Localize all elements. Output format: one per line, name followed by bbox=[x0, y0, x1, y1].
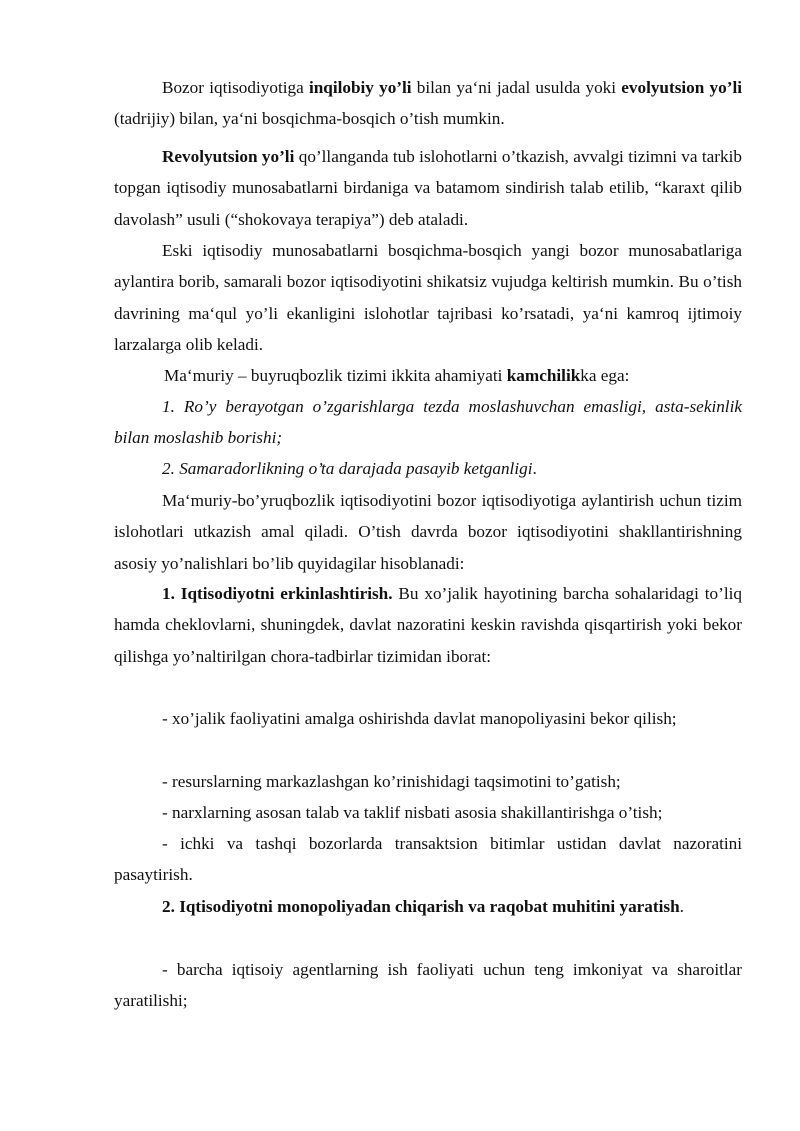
text-run: ka ega: bbox=[580, 366, 630, 385]
bold-term: inqilobiy yo’li bbox=[308, 78, 412, 97]
list-item bbox=[114, 954, 742, 1017]
text-run: Ma‘muriy – buyruqbozlik tizimi ikkita ahamiyati bbox=[164, 366, 507, 385]
list-item bbox=[114, 703, 742, 734]
text-run: (tadrijiy) bilan, ya‘ni bosqichma-bosqich o’tish mumkin. bbox=[114, 109, 505, 129]
bold-term: evolyutsion yo’li bbox=[621, 78, 742, 97]
text-run: . bbox=[532, 459, 537, 478]
text-run: - barcha iqtisoiy agentlarning ish faoliyati uchun teng imkoniyat va sharoitlar yaratilishi; bbox=[114, 960, 742, 1011]
text-run: - xo’jalik faoliyatini amalga oshirishda davlat manopoliyasini bekor qilish; bbox=[162, 709, 677, 728]
text-run: Eski iqtisodiy munosabatlarni bosqichma-bosqich yangi bozor munosabatlariga aylantira borib, samarali bozor iqtisodiyotini shikatsiz vujudga keltirish mumkin. Bu o’tish davrining ma‘qul yo’li ekanligini islohotlar tajribasi ko’rsatadi, ya‘ni kamroq ijtimoiy larzalarga olib keladi. bbox=[114, 241, 742, 354]
paragraph-revolutionary-path bbox=[114, 141, 742, 235]
text-run: Bozor iqtisodiyotiga bbox=[162, 78, 309, 97]
bold-heading: 1. Iqtisodiyotni erkinlashtirish. bbox=[162, 584, 393, 603]
bold-term: kamchilik bbox=[506, 366, 581, 385]
text-run: - narxlarning asosan talab va taklif nisbati asosia shakillantirishga o’tish; bbox=[162, 803, 663, 822]
bold-term: Revolyutsion yo’li bbox=[162, 147, 295, 166]
shortcoming-item-2 bbox=[114, 453, 742, 484]
italic-text: 1. Ro’y berayotgan o’zgarishlarga tezda moslashuvchan emasligi, asta-sekinlik bilan moslashib borishi; bbox=[114, 397, 742, 448]
text-run: Bu xo’jalik hayotining barcha sohalaridagi to’liq hamda cheklovlarni, shuningdek, davlat nazoratini keskin ravishda qisqartirish yoki bekor qilishga yo’naltirilgan chora-tadbirlar tizimidan iborat: bbox=[114, 584, 742, 666]
shortcoming-item-1 bbox=[114, 391, 742, 454]
list-item bbox=[114, 797, 742, 828]
paragraph-demonopolization bbox=[114, 891, 742, 922]
bold-heading: 2. Iqtisodiyotni monopoliyadan chiqarish va raqobat muhitini yaratish bbox=[162, 897, 680, 916]
text-run: qo’llanganda tub islohotlarni o’tkazish, avvalgi tizimni va tarkib topgan iqtisodiy munosabatlarni birdaniga va batamom sindirish talab etilib, “karaxt qilib davolash” usuli (“shokovaya terapiya”) deb ataladi. bbox=[114, 147, 742, 229]
list-item bbox=[114, 828, 742, 891]
paragraph-transition-paths bbox=[114, 72, 742, 135]
text-run: - ichki va tashqi bozorlarda transaktsion bitimlar ustidan davlat nazoratini pasaytirish. bbox=[114, 834, 742, 885]
paragraph-gradual-path bbox=[114, 235, 742, 360]
paragraph-system-reforms bbox=[114, 485, 742, 579]
paragraph-liberalization bbox=[114, 578, 742, 672]
paragraph-shortcomings-intro bbox=[114, 360, 742, 391]
text-run: Ma‘muriy-bo’yruqbozlik iqtisodiyotini bozor iqtisodiyotiga aylantirish uchun tizim islohotlari utkazish amal qiladi. O’tish davrda bozor iqtisodiyotini shakllantirishning asosiy yo’nalishlari bo’lib quyidagilar hisoblanadi: bbox=[114, 491, 742, 573]
list-item bbox=[114, 766, 742, 797]
text-run: bilan ya‘ni jadal usulda yoki bbox=[411, 78, 622, 97]
italic-text: 2. Samaradorlikning o’ta darajada pasayib ketganligi bbox=[162, 459, 533, 478]
text-run: - resurslarning markazlashgan ko’rinishidagi taqsimotini to’gatish; bbox=[162, 772, 621, 791]
text-run: . bbox=[679, 897, 684, 916]
